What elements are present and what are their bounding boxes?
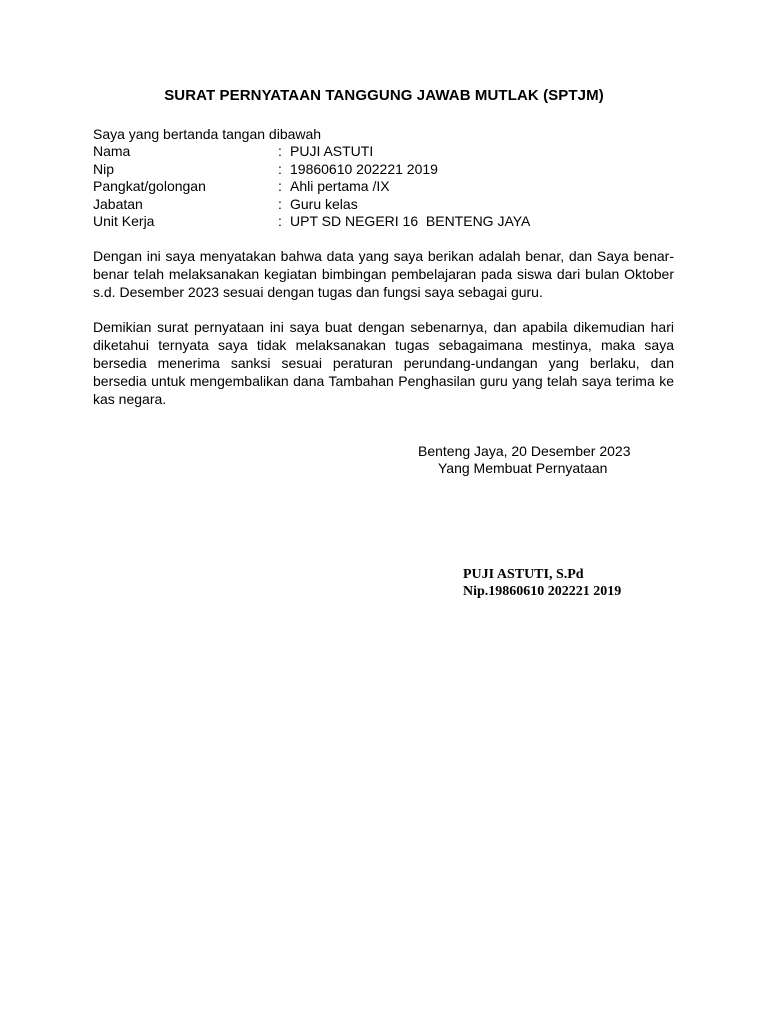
identity-label: Nip bbox=[93, 160, 115, 177]
identity-label: Unit Kerja bbox=[93, 213, 155, 230]
identity-row-nip bbox=[93, 161, 673, 179]
identity-row-jabatan bbox=[93, 196, 673, 214]
identity-label: Nama bbox=[93, 143, 131, 159]
closing-paragraph: Demikian surat pernyataan ini saya buat dengan sebenarnya, dan apabila dikemudian hari diketahui ternyata saya tidak melaksanakan tugas sebagaimana mestinya, maka saya bersedia menerima sanksi sesuai peraturan perundang-undangan yang berlaku, dan bersedia untuk mengembalikan dana Tambahan Penghasilan guru yang telah saya terima ke kas negara. bbox=[93, 319, 674, 407]
identity-label: Pangkat/golongan bbox=[93, 178, 206, 195]
statement-paragraph: Dengan ini saya menyatakan bahwa data yang saya berikan adalah benar, dan Saya benar-benar telah melaksanakan kegiatan bimbingan pembelajaran pada siswa dari bulan Oktober s.d. Desember 2023 sesuai dengan tugas dan fungsi saya sebagai guru. bbox=[93, 248, 674, 300]
identity-row-pangkat bbox=[93, 178, 673, 196]
identity-colon: : bbox=[278, 143, 282, 159]
identity-table bbox=[93, 143, 673, 231]
intro-text: Saya yang bertanda tangan dibawah bbox=[93, 126, 322, 142]
identity-colon: : bbox=[278, 195, 282, 212]
identity-value: 19860610 202221 2019 bbox=[290, 160, 438, 177]
identity-colon: : bbox=[278, 160, 282, 177]
document-title: SURAT PERNYATAAN TANGGUNG JAWAB MUTLAK (SPTJM) bbox=[164, 87, 604, 104]
signer-name: PUJI ASTUTI, S.Pd bbox=[463, 567, 584, 582]
identity-value: Ahli pertama /IX bbox=[290, 178, 390, 195]
place-date: Benteng Jaya, 20 Desember 2023 bbox=[418, 443, 631, 459]
identity-colon: : bbox=[278, 178, 282, 195]
identity-row-unit-kerja bbox=[93, 213, 673, 231]
identity-row-nama bbox=[93, 143, 673, 161]
identity-value: PUJI ASTUTI bbox=[290, 143, 374, 159]
identity-value: UPT SD NEGERI 16 BENTENG JAYA bbox=[290, 213, 531, 230]
maker-label: Yang Membuat Pernyataan bbox=[438, 460, 608, 476]
identity-label: Jabatan bbox=[93, 195, 143, 212]
signer-nip: Nip.19860610 202221 2019 bbox=[463, 584, 622, 599]
identity-value: Guru kelas bbox=[290, 195, 358, 212]
identity-colon: : bbox=[278, 213, 282, 230]
